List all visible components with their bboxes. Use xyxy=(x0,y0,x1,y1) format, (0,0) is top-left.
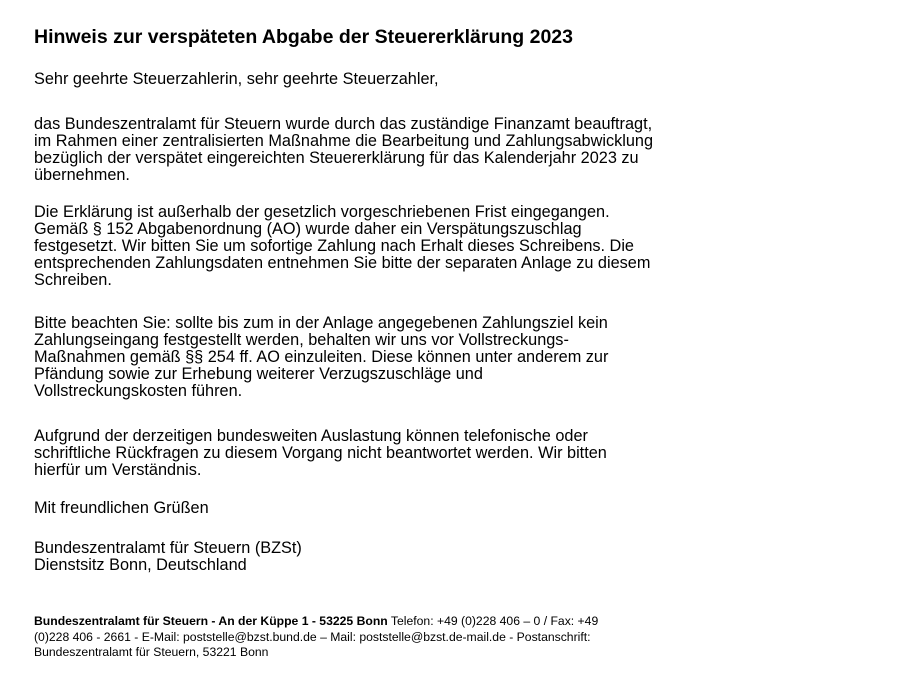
footer-line-1 xyxy=(34,614,598,630)
paragraph-line: Maßnahmen gemäß §§ 254 ff. AO einzuleiten. Diese können unter anderem zur xyxy=(34,348,609,366)
paragraph-2 xyxy=(34,204,650,289)
paragraph-line: festgesetzt. Wir bitten Sie um sofortige Zahlung nach Erhalt dieses Schreibens. Die xyxy=(34,237,634,255)
paragraph-line: hierfür um Verständnis. xyxy=(34,461,202,479)
footer-phone-fax: Telefon: +49 (0)228 406 – 0 / Fax: +49 xyxy=(387,614,599,628)
paragraph-line: Die Erklärung ist außerhalb der gesetzlich vorgeschriebenen Frist eingegangen. xyxy=(34,203,610,221)
salutation-text: Sehr geehrte Steuerzahlerin, sehr geehrte Steuerzahler, xyxy=(34,70,439,88)
footer-sender-address: Bundeszentralamt für Steuern - An der Küppe 1 - 53225 Bonn xyxy=(34,614,388,628)
letter-footer xyxy=(34,614,598,661)
closing xyxy=(34,500,209,517)
paragraph-line: übernehmen. xyxy=(34,166,130,184)
paragraph-line: Zahlungseingang festgestellt werden, behalten wir uns vor Vollstreckungs- xyxy=(34,331,569,349)
signature-authority: Bundeszentralamt für Steuern (BZSt) xyxy=(34,539,302,557)
paragraph-line: bezüglich der verspätet eingereichten Steuererklärung für das Kalenderjahr 2023 zu xyxy=(34,149,639,167)
paragraph-line: das Bundeszentralamt für Steuern wurde durch das zuständige Finanzamt beauftragt, xyxy=(34,115,653,133)
signature-block xyxy=(34,540,302,574)
letter-title: Hinweis zur verspäteten Abgabe der Steuererklärung 2023 xyxy=(34,26,573,48)
paragraph-line: Aufgrund der derzeitigen bundesweiten Auslastung können telefonische oder xyxy=(34,427,588,445)
footer-line-3: Bundeszentralamt für Steuern, 53221 Bonn xyxy=(34,645,269,659)
paragraph-line: im Rahmen einer zentralisierten Maßnahme die Bearbeitung und Zahlungsabwicklung xyxy=(34,132,654,150)
paragraph-line: Vollstreckungskosten führen. xyxy=(34,382,243,400)
salutation xyxy=(34,71,439,88)
footer-line-2: (0)228 406 - 2661 - E-Mail: poststelle@bzst.bund.de – Mail: poststelle@bzst.de-mail.de - Postanschrift: xyxy=(34,629,591,644)
signature-location: Dienstsitz Bonn, Deutschland xyxy=(34,556,247,574)
paragraph-3 xyxy=(34,315,608,400)
paragraph-1 xyxy=(34,116,653,184)
paragraph-line: Schreiben. xyxy=(34,271,112,289)
paragraph-4 xyxy=(34,428,607,479)
paragraph-line: entsprechenden Zahlungsdaten entnehmen Sie bitte der separaten Anlage zu diesem xyxy=(34,254,651,272)
paragraph-line: Gemäß § 152 Abgabenordnung (AO) wurde daher ein Verspätungszuschlag xyxy=(34,220,582,238)
paragraph-line: schriftliche Rückfragen zu diesem Vorgang nicht beantwortet werden. Wir bitten xyxy=(34,444,607,462)
paragraph-line: Bitte beachten Sie: sollte bis zum in der Anlage angegebenen Zahlungsziel kein xyxy=(34,314,608,332)
paragraph-line: Pfändung sowie zur Erhebung weiterer Verzugszuschläge und xyxy=(34,365,483,383)
closing-text: Mit freundlichen Grüßen xyxy=(34,499,209,517)
